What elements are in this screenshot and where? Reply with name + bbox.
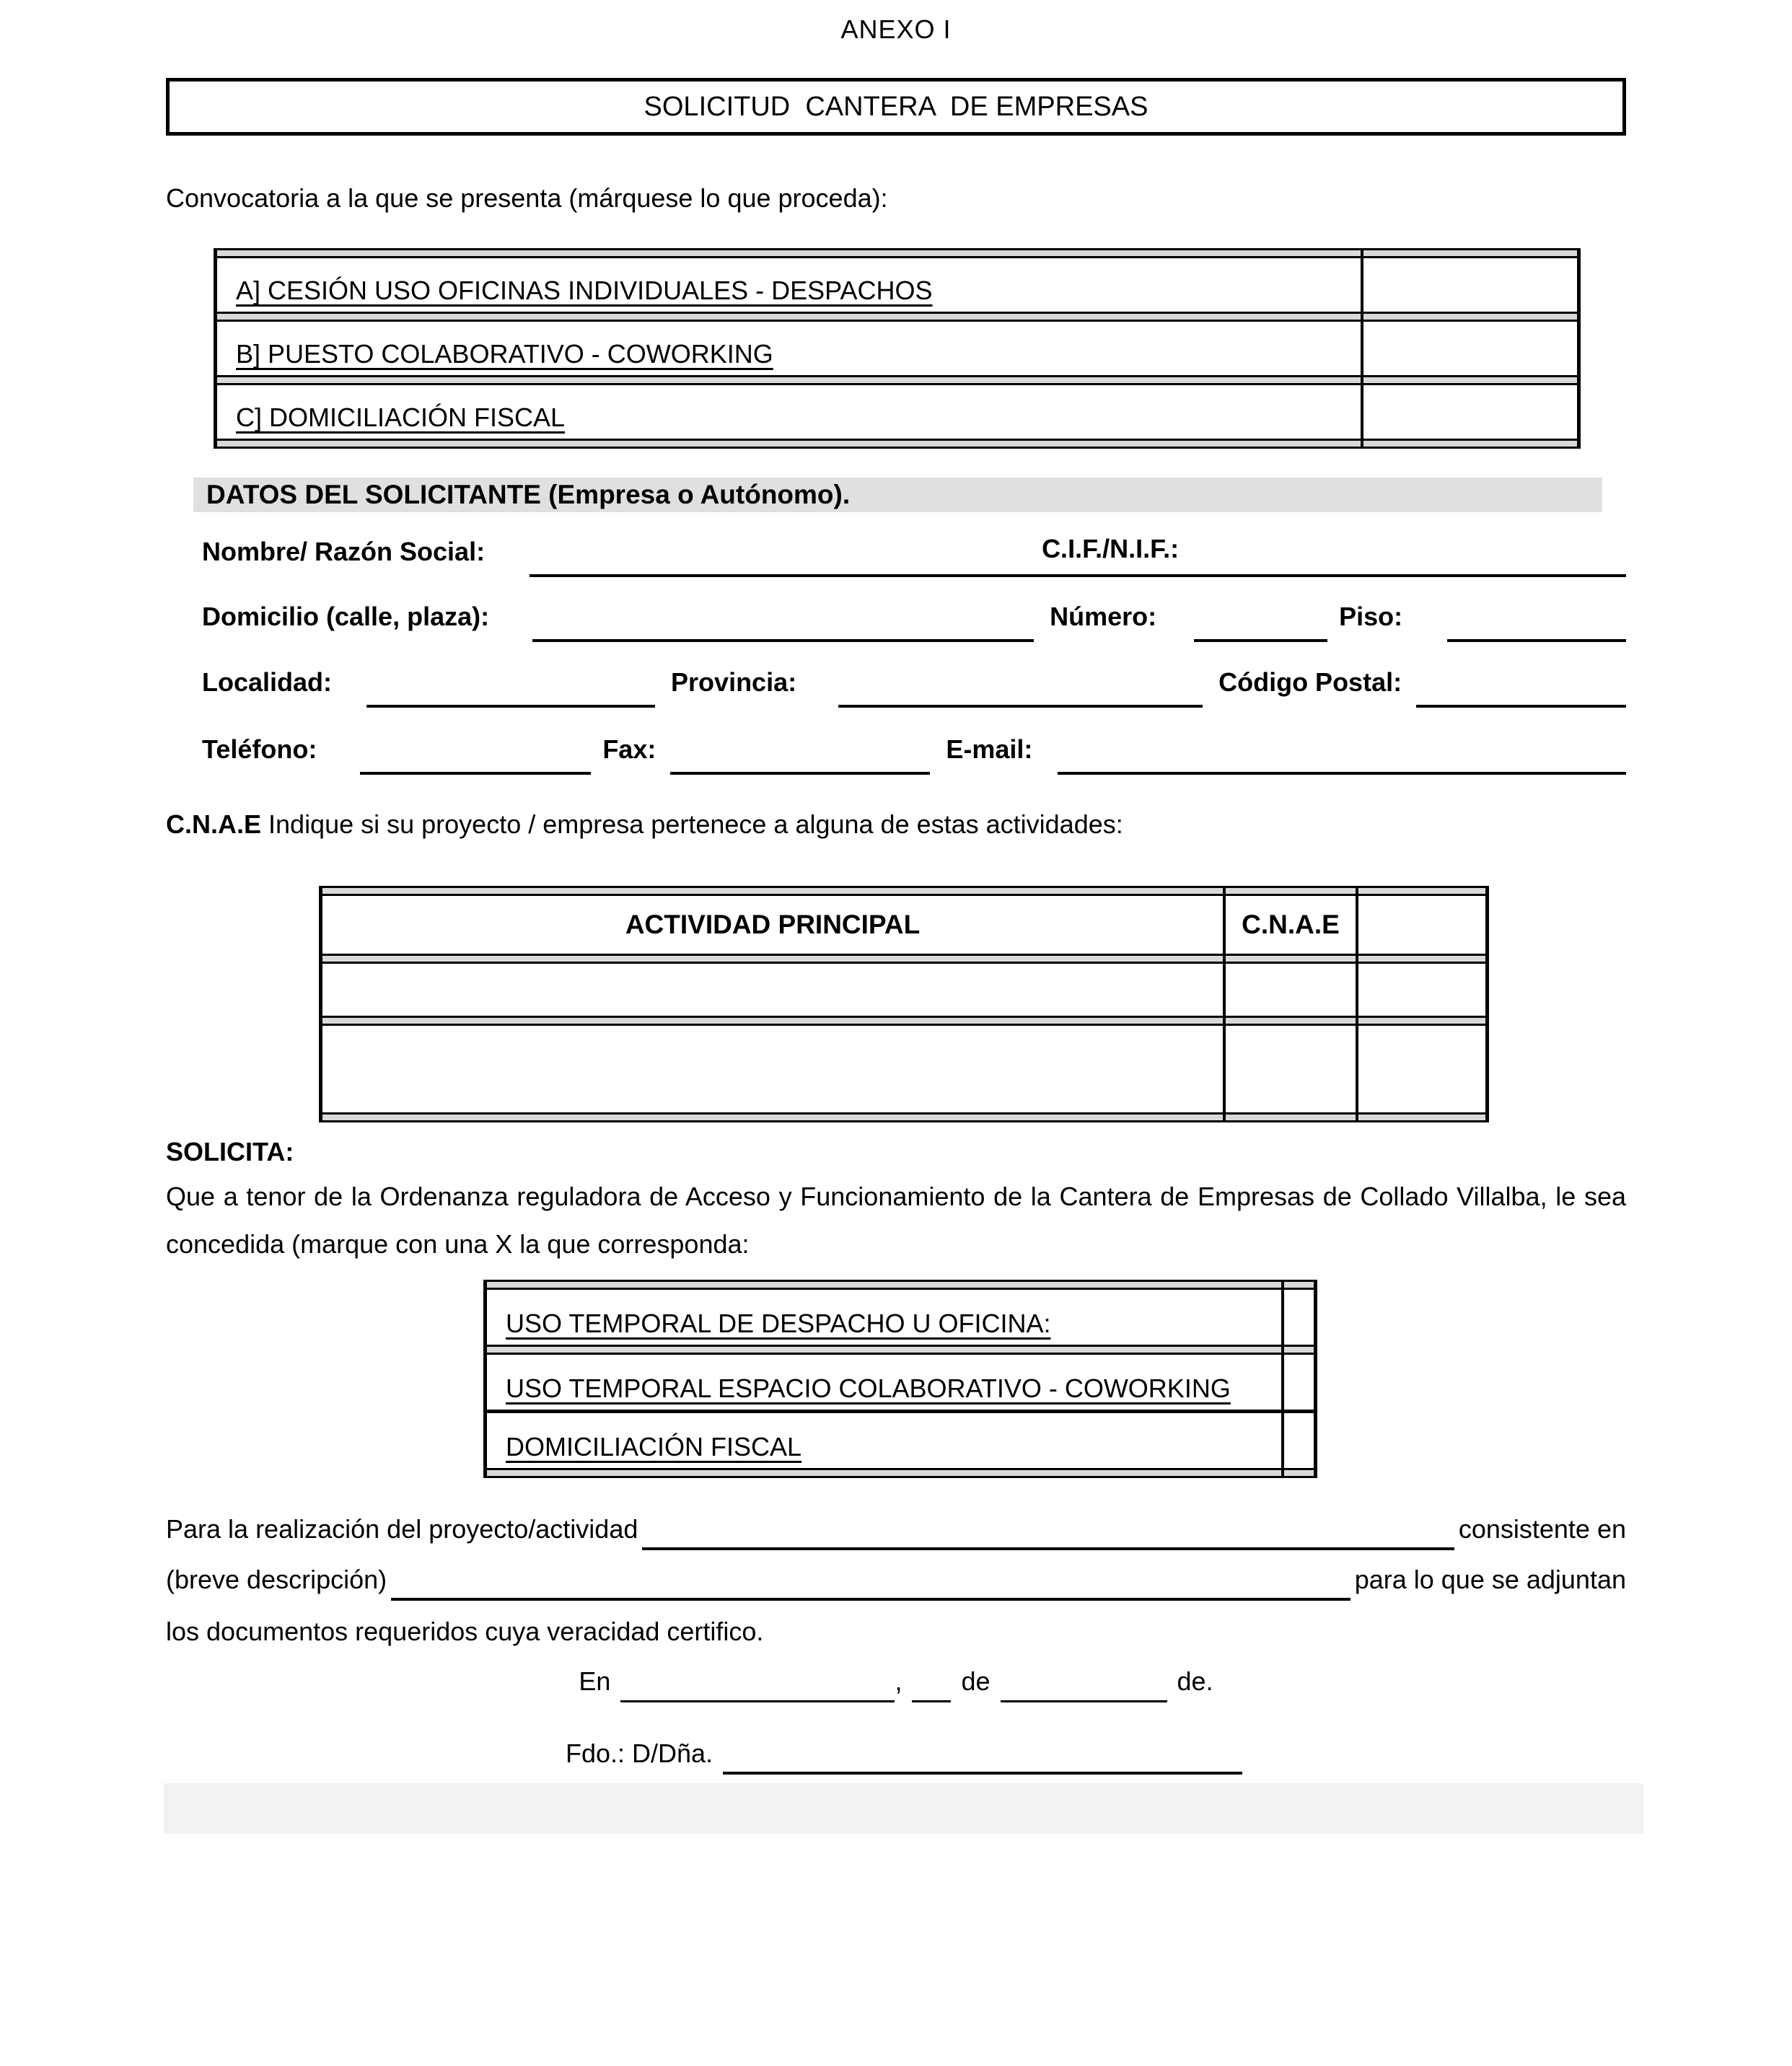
fax-label: Fax: [602,734,656,764]
signature-line [566,1738,1626,1775]
fax-input-line[interactable] [670,769,930,775]
table-separator [487,1468,1314,1478]
province-input-line[interactable] [838,702,1203,708]
phone-row [202,734,1626,775]
table-separator [217,248,1577,258]
project-line-2 [166,1565,1626,1601]
table-row [487,1290,1314,1345]
uso-coworking-label: USO TEMPORAL ESPACIO COLABORATIVO - COWORKING [506,1373,1231,1403]
domiciliacion-label: DOMICILIACIÓN FISCAL [506,1432,802,1461]
domiciliacion-checkbox-cell[interactable] [1281,1413,1314,1468]
project-description-input-line[interactable] [391,1595,1350,1601]
floor-input-line[interactable] [1447,636,1626,642]
province-label: Provincia: [671,667,797,697]
actividad-cell[interactable] [322,964,1223,1016]
cnae-intro-bold: C.N.A.E [166,809,262,839]
option-b-label: B] PUESTO COLABORATIVO - COWORKING [236,339,773,369]
applicant-section-header [193,478,1602,512]
solicita-table [483,1280,1317,1478]
fdo-label: Fdo.: D/Dña. [566,1738,713,1768]
month-input-line[interactable] [1001,1698,1167,1702]
option-b-checkbox-cell[interactable] [1361,322,1577,375]
uso-despacho-checkbox-cell[interactable] [1281,1290,1314,1345]
city-input-line[interactable] [366,702,655,708]
footer-band [164,1783,1643,1834]
option-c-label: C] DOMICILIACIÓN FISCAL [236,403,566,432]
place-date-line [166,1666,1626,1702]
table-separator [322,1016,1485,1026]
cnae-header-cell: C.N.A.E [1223,896,1356,954]
table-row [217,385,1577,439]
email-input-line[interactable] [1058,769,1626,775]
postal-label: Código Postal: [1218,667,1402,697]
mark-header-cell [1356,896,1485,954]
cnae-intro-rest: Indique si su proyecto / empresa pertenece a alguna de estas actividades: [261,809,1123,839]
cif-label: C.I.F./N.I.F.: [1042,534,1180,563]
phone-label: Teléfono: [202,734,317,764]
annex-heading: ANEXO I [840,14,952,44]
table-row [217,322,1577,375]
actividad-table [319,886,1489,1122]
actividad-header-row [322,896,1485,954]
form-title: SOLICITUD CANTERA DE EMPRESAS [644,91,1148,122]
mark-cell[interactable] [1356,1026,1485,1112]
name-label: Nombre/ Razón Social: [202,537,486,566]
form-title-box [166,78,1626,136]
postal-input-line[interactable] [1416,702,1626,708]
table-separator [322,886,1485,896]
table-separator [487,1280,1314,1290]
project-line2-tail: para lo que se adjuntan [1354,1565,1626,1594]
option-c-checkbox-cell[interactable] [1361,385,1577,439]
solicita-heading: SOLICITA: [166,1137,294,1166]
convocatoria-table [214,248,1581,449]
table-row [487,1355,1314,1410]
name-cif-row [202,534,1626,577]
table-separator [322,954,1485,964]
phone-input-line[interactable] [360,769,591,775]
table-separator [322,1112,1485,1122]
project-line1-text: Para la realización del proyecto/actividad [166,1514,638,1544]
day-input-line[interactable] [912,1698,951,1702]
address-input-line[interactable] [532,636,1034,642]
cnae-cell[interactable] [1223,964,1356,1016]
cnae-intro [166,808,1626,841]
signature-input-line[interactable] [723,1769,1242,1775]
en-label: En [579,1666,611,1696]
option-a-label: A] CESIÓN USO OFICINAS INDIVIDUALES - DESPACHOS [236,276,933,305]
table-separator [217,312,1577,322]
number-label: Número: [1050,602,1157,631]
email-label: E-mail: [946,734,1033,764]
table-row [217,258,1577,312]
city-label: Localidad: [202,667,333,697]
de-label-2: de. [1177,1666,1213,1696]
uso-despacho-label: USO TEMPORAL DE DESPACHO U OFICINA: [506,1309,1051,1338]
table-separator [217,439,1577,449]
de-label-1: de [961,1666,991,1696]
number-input-line[interactable] [1194,636,1327,642]
option-a-checkbox-cell[interactable] [1361,258,1577,312]
floor-label: Piso: [1339,602,1403,631]
city-row [202,667,1626,708]
project-line-1 [166,1514,1626,1550]
actividad-row-1 [322,964,1485,1016]
applicant-section-title: DATOS DEL SOLICITANTE (Empresa o Autónomo). [206,480,851,509]
cnae-cell[interactable] [1223,1026,1356,1112]
intro-text: Convocatoria a la que se presenta (márquese lo que proceda): [166,183,888,213]
project-activity-input-line[interactable] [642,1544,1454,1550]
address-row [202,602,1626,642]
address-label: Domicilio (calle, plaza): [202,602,490,631]
table-row [487,1413,1314,1468]
name-input-line[interactable] [530,534,1626,577]
actividad-header-cell: ACTIVIDAD PRINCIPAL [625,910,921,939]
actividad-cell[interactable] [322,1026,1223,1112]
solicita-paragraph: Que a tenor de la Ordenanza reguladora de Acceso y Funcionamiento de la Cantera de Empresas de Collado Villalba, le sea concedida (marque con una X la que corresponda: [166,1182,1626,1259]
comma-text: , [895,1666,902,1696]
project-line2-text: (breve descripción) [166,1565,387,1594]
actividad-row-2 [322,1026,1485,1112]
table-separator [487,1345,1314,1355]
mark-cell[interactable] [1356,964,1485,1016]
place-input-line[interactable] [620,1698,895,1702]
project-line1-tail: consistente en [1458,1514,1626,1544]
project-line-3: los documentos requeridos cuya veracidad certifico. [166,1617,764,1646]
table-separator [217,375,1577,385]
uso-coworking-checkbox-cell[interactable] [1281,1355,1314,1410]
